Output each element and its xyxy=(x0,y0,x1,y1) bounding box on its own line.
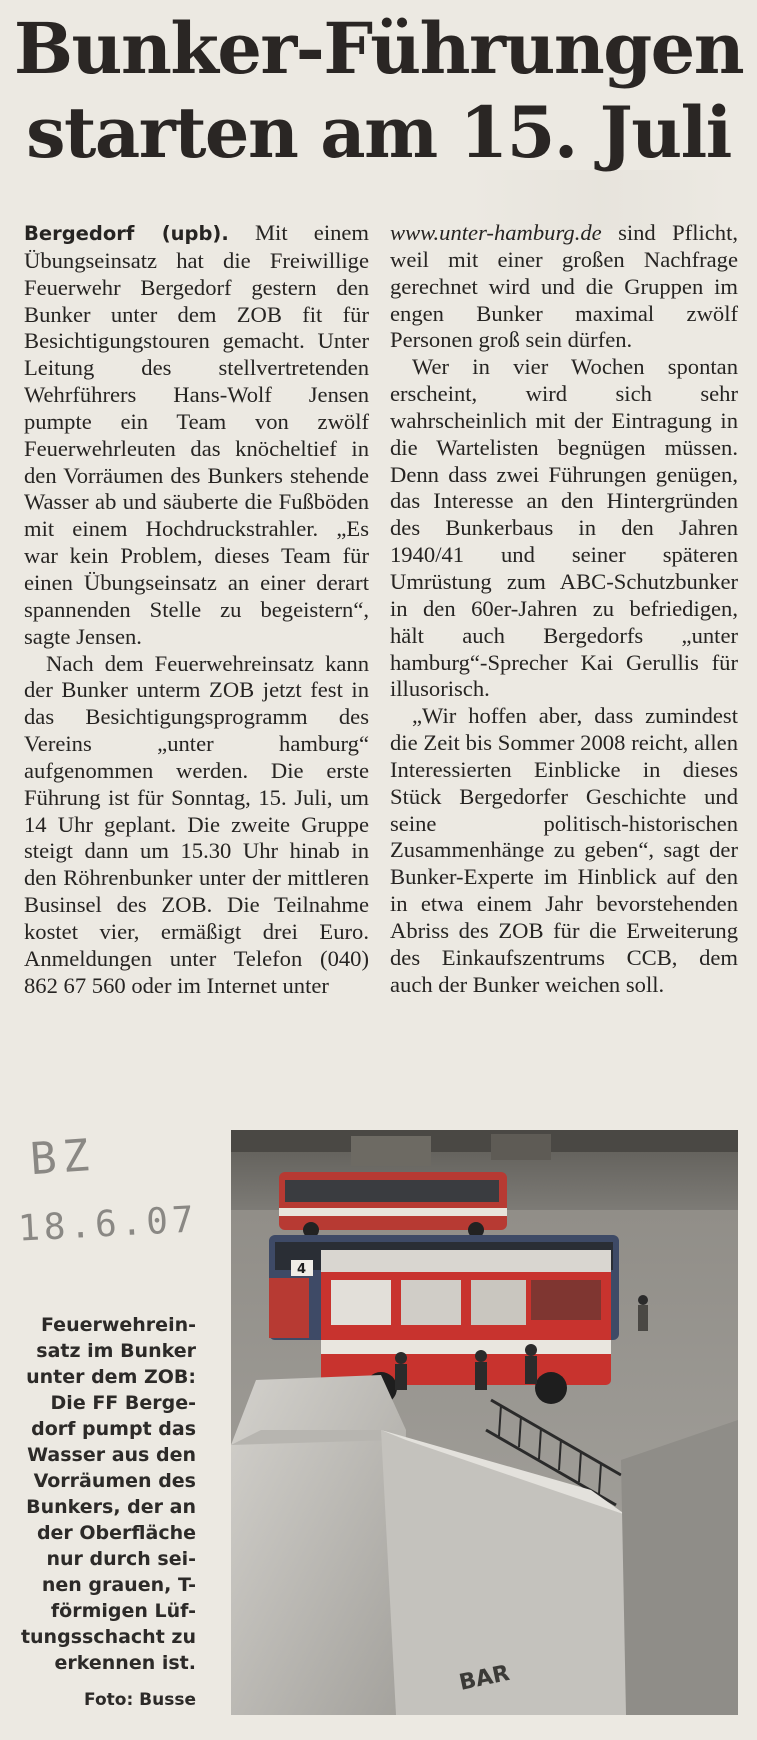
caption-line: unter dem ZOB: xyxy=(26,1366,196,1388)
caption-line: Die FF Berge- xyxy=(50,1392,196,1414)
photo-caption xyxy=(10,1312,196,1676)
caption-line: nen grauen, T- xyxy=(41,1574,196,1596)
caption-line: erkennen ist. xyxy=(54,1652,196,1674)
article-paragraph: Wer in vier Wochen spontan erscheint, wird sich sehr wahrscheinlich mit der Eintragung in die Wartelisten begnügen müssen. Denn dass zwei Führungen genügen, das Interesse an den Hintergründen des Bunkerbaus in den Jahren 1940/41 und seiner späteren Umrüstung zum ABC-Schutzbunker in den 60er-Jahren zu befriedigen, hält auch Bergedorfs „unter hamburg“-Sprecher Kai Gerullis für illusorisch. xyxy=(390,354,738,702)
website-url: www.unter-hamburg.de xyxy=(390,220,602,245)
handwritten-source: BZ xyxy=(28,1129,97,1186)
paragraph-text: sind Pflicht, weil mit einer großen Nachfrage gerechnet wird und die Gruppen im engen Bunker maximal zwölf Personen groß sein dürfen. xyxy=(390,220,738,353)
caption-line: Vorräumen des xyxy=(33,1470,196,1492)
article-paragraph: Nach dem Feuerwehreinsatz kann der Bunker unterm ZOB jetzt fest in das Besichtigungsprogramm des Vereins „unter hamburg“ aufgenommen werden. Die erste Führung ist für Sonntag, 15. Juli, um 14 Uhr geplant. Die zweite Gruppe steigt dann um 15.30 Uhr hinab in den Röhrenbunker unter der mittleren Businsel des ZOB. Die Teilnahme kostet vier, ermäßigt drei Euro. Anmeldungen unter Telefon (040) 862 67 560 oder im Internet unter xyxy=(24,650,369,998)
photo-credit: Foto: Busse xyxy=(84,1690,196,1710)
article-column-right xyxy=(390,220,738,998)
headline-line-2: starten am 15. Juli xyxy=(26,91,731,174)
paragraph-text: Mit einem Übungseinsatz hat die Freiwillige Feuerwehr Bergedorf gestern den Bunker unter dem ZOB fit für Besichtigungstouren gemacht. Unter Leitung des stellvertretenden Wehrführers Hans-Wolf Jensen pumpte ein Team von zwölf Feuerwehrleuten das knöcheltief in den Vorräumen des Bunkers stehende Wasser ab und säuberte die Fußböden mit einem Hochdruckstrahler. „Es war kein Problem, dieses Team für einen Übungseinsatz an einer derart spannenden Stelle zu begeistern“, sagte Jensen. xyxy=(24,220,370,649)
caption-line: Bunkers, der an xyxy=(26,1496,196,1518)
article-paragraph xyxy=(390,220,738,354)
photo-fire-brigade-at-bus-station xyxy=(231,1130,738,1715)
caption-line: der Oberfläche xyxy=(36,1522,196,1544)
graffiti-tag: BAR xyxy=(457,1660,512,1696)
caption-line: förmigen Lüf- xyxy=(50,1600,196,1622)
caption-line: satz im Bunker xyxy=(36,1340,196,1362)
caption-line: dorf pumpt das xyxy=(31,1418,196,1440)
caption-line: tungsschacht zu xyxy=(20,1626,196,1648)
article-column-left xyxy=(24,220,369,999)
article-paragraph xyxy=(24,220,369,651)
dateline: Bergedorf (upb). xyxy=(24,222,229,245)
photo-illustration xyxy=(231,1130,738,1715)
caption-line: Wasser aus den xyxy=(27,1444,196,1466)
handwritten-date: 18.6.07 xyxy=(17,1199,199,1250)
caption-line: Feuerwehrein- xyxy=(40,1314,196,1336)
bus-route-number: 4 xyxy=(297,1262,307,1277)
headline-line-1: Bunker-Führungen xyxy=(13,7,744,90)
headline xyxy=(0,6,757,174)
article-paragraph: „Wir hoffen aber, dass zumindest die Zeit bis Sommer 2008 reicht, allen Interessierten Einblicke in dieses Stück Bergedorfer Geschichte und seine politisch-historischen Zusammenhänge zu geben“, sagt der Bunker-Experte im Hinblick auf den in etwa einem Jahr bevorstehenden Abriss des ZOB für die Erweiterung des Einkaufszentrums CCB, dem auch der Bunker weichen soll. xyxy=(390,703,738,997)
caption-line: nur durch sei- xyxy=(46,1548,196,1570)
